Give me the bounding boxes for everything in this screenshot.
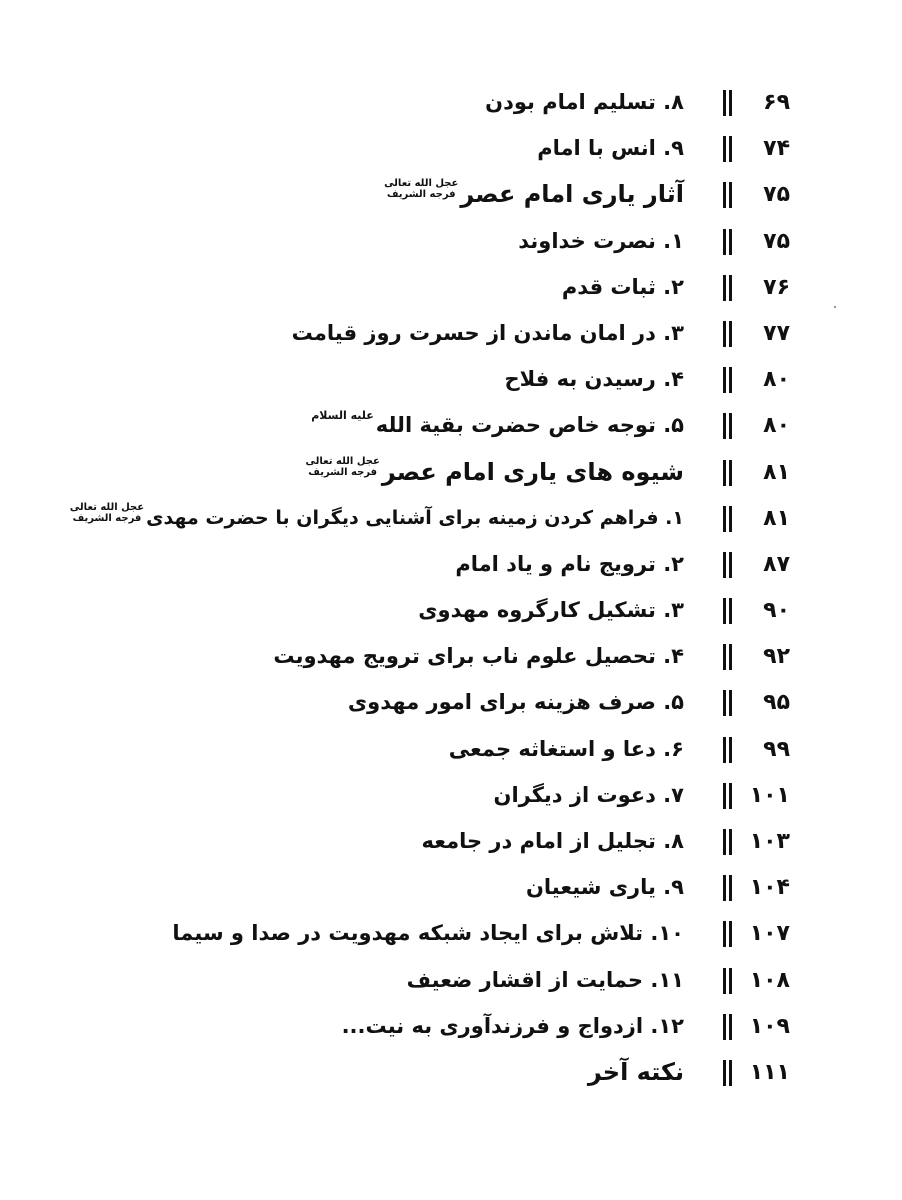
toc-entry-title: ۴. تحصیل علوم ناب برای ترویج مهدویت xyxy=(273,644,684,669)
toc-entry-title: ۸. تسلیم امام بودن xyxy=(485,90,684,114)
toc-entry-title: ۳. در امان ماندن از حسرت روز قیامت xyxy=(291,320,684,345)
double-bar-separator xyxy=(722,598,734,624)
double-bar-separator xyxy=(722,552,734,578)
toc-row xyxy=(0,636,902,682)
toc-row xyxy=(0,544,902,590)
double-bar-separator xyxy=(722,275,734,301)
scan-speck xyxy=(834,306,836,308)
page-number: ۱۰۹ xyxy=(749,1013,790,1039)
double-bar-separator xyxy=(722,367,734,393)
double-bar-separator xyxy=(722,921,734,947)
toc-row xyxy=(0,313,902,359)
toc-row xyxy=(0,729,902,775)
double-bar-separator xyxy=(722,413,734,439)
toc-row xyxy=(0,913,902,959)
page-number: ۱۱۱ xyxy=(749,1059,790,1085)
toc-row xyxy=(0,775,902,821)
toc-row xyxy=(0,590,902,636)
double-bar-separator xyxy=(722,1060,734,1086)
page-number: ۸۱ xyxy=(763,505,790,531)
toc-row xyxy=(0,498,902,544)
toc-row xyxy=(0,821,902,867)
page-number: ۱۰۸ xyxy=(749,967,790,993)
page-number: ۱۰۷ xyxy=(749,921,790,947)
page-number: ۷۷ xyxy=(763,320,790,346)
double-bar-separator xyxy=(722,506,734,532)
toc-row xyxy=(0,1006,902,1052)
toc-row xyxy=(0,174,902,220)
toc-row xyxy=(0,267,902,313)
double-bar-separator xyxy=(722,644,734,670)
toc-section-heading: آثار یاری امام عصر عجل الله تعالی فرجه الشریف xyxy=(384,178,684,209)
page-number: ۹۵ xyxy=(763,690,790,716)
double-bar-separator xyxy=(722,321,734,347)
page-number: ۷۵ xyxy=(763,182,790,208)
page-number: ۷۵ xyxy=(763,228,790,254)
double-bar-separator xyxy=(722,136,734,162)
toc-entry-title: ۱. نصرت خداوند xyxy=(518,228,684,253)
toc-row xyxy=(0,1052,902,1098)
toc-section-heading: شیوه های یاری امام عصر عجل الله تعالی فرجه الشریف xyxy=(305,455,684,486)
page-number: ۱۰۱ xyxy=(749,782,790,808)
double-bar-separator xyxy=(722,737,734,763)
toc-section-heading: نکته آخر xyxy=(587,1057,684,1086)
honorific-calligraphy: عجل الله تعالی فرجه الشریف xyxy=(384,178,459,201)
toc-entry-title: ۳. تشکیل کارگروه مهدوی xyxy=(418,598,684,623)
double-bar-separator xyxy=(722,690,734,716)
double-bar-separator xyxy=(722,783,734,809)
toc-entry-title: ۵. توجه خاص حضرت بقیة اللهعلیه السلام xyxy=(311,409,684,438)
toc-row xyxy=(0,82,902,128)
honorific-calligraphy: عجل الله تعالی فرجه الشریف xyxy=(69,501,145,524)
toc-row xyxy=(0,405,902,451)
double-bar-separator xyxy=(722,968,734,994)
honorific-calligraphy: علیه السلام xyxy=(311,409,374,423)
toc-entry-title: ۵. صرف هزینه برای امور مهدوی xyxy=(347,690,684,715)
toc-row xyxy=(0,221,902,267)
page-number: ۸۱ xyxy=(763,459,790,485)
double-bar-separator xyxy=(722,875,734,901)
toc-entry-title: ۱۰. تلاش برای ایجاد شبکه مهدویت در صدا و سیما xyxy=(172,921,684,946)
double-bar-separator xyxy=(722,182,734,208)
double-bar-separator xyxy=(722,460,734,486)
page-number: ۹۲ xyxy=(763,644,790,670)
toc-entry-title: ۹. انس با امام xyxy=(537,136,684,161)
toc-entry-title: ۱۱. حمایت از اقشار ضعیف xyxy=(406,967,684,992)
page-number: ۹۹ xyxy=(763,736,790,762)
toc-row xyxy=(0,682,902,728)
page-number: ۸۷ xyxy=(763,551,790,577)
page-number: ۱۰۳ xyxy=(749,829,790,854)
honorific-calligraphy: عجل الله تعالی فرجه الشریف xyxy=(305,455,380,478)
page-number: ۱۰۴ xyxy=(749,875,790,901)
toc-row xyxy=(0,359,902,405)
double-bar-separator xyxy=(722,1014,734,1040)
page-number: ۷۶ xyxy=(763,274,790,300)
toc-entry-title: ۱. فراهم کردن زمینه برای آشنایی دیگران با حضرت مهدی عجل الله تعالی فرجه الشریف xyxy=(69,501,684,529)
page-number: ۷۴ xyxy=(763,136,790,162)
toc-entry-title: ۷. دعوت از دیگران xyxy=(493,782,684,807)
toc-entry-title: ۶. دعا و استغاثه جمعی xyxy=(448,736,684,761)
toc-entry-title: ۲. ثبات قدم xyxy=(561,274,684,299)
toc-row xyxy=(0,128,902,174)
toc-entry-title: ۲. ترویج نام و یاد امام xyxy=(455,551,684,576)
page-number: ۸۰ xyxy=(763,413,790,439)
toc-entry-title: ۱۲. ازدواج و فرزندآوری به نیت... xyxy=(341,1013,684,1038)
page-number: ۶۹ xyxy=(763,90,790,115)
toc-row xyxy=(0,867,902,913)
page-number: ۸۰ xyxy=(763,367,790,393)
toc-entry-title: ۹. یاری شیعیان xyxy=(526,875,684,900)
table-of-contents xyxy=(0,82,902,1098)
toc-entry-title: ۸. تجلیل از امام در جامعه xyxy=(421,829,684,853)
toc-entry-title: ۴. رسیدن به فلاح xyxy=(504,367,684,392)
toc-row xyxy=(0,960,902,1006)
double-bar-separator xyxy=(722,829,734,855)
double-bar-separator xyxy=(722,229,734,255)
double-bar-separator xyxy=(722,90,734,116)
toc-row xyxy=(0,452,902,498)
page-number: ۹۰ xyxy=(763,598,790,624)
